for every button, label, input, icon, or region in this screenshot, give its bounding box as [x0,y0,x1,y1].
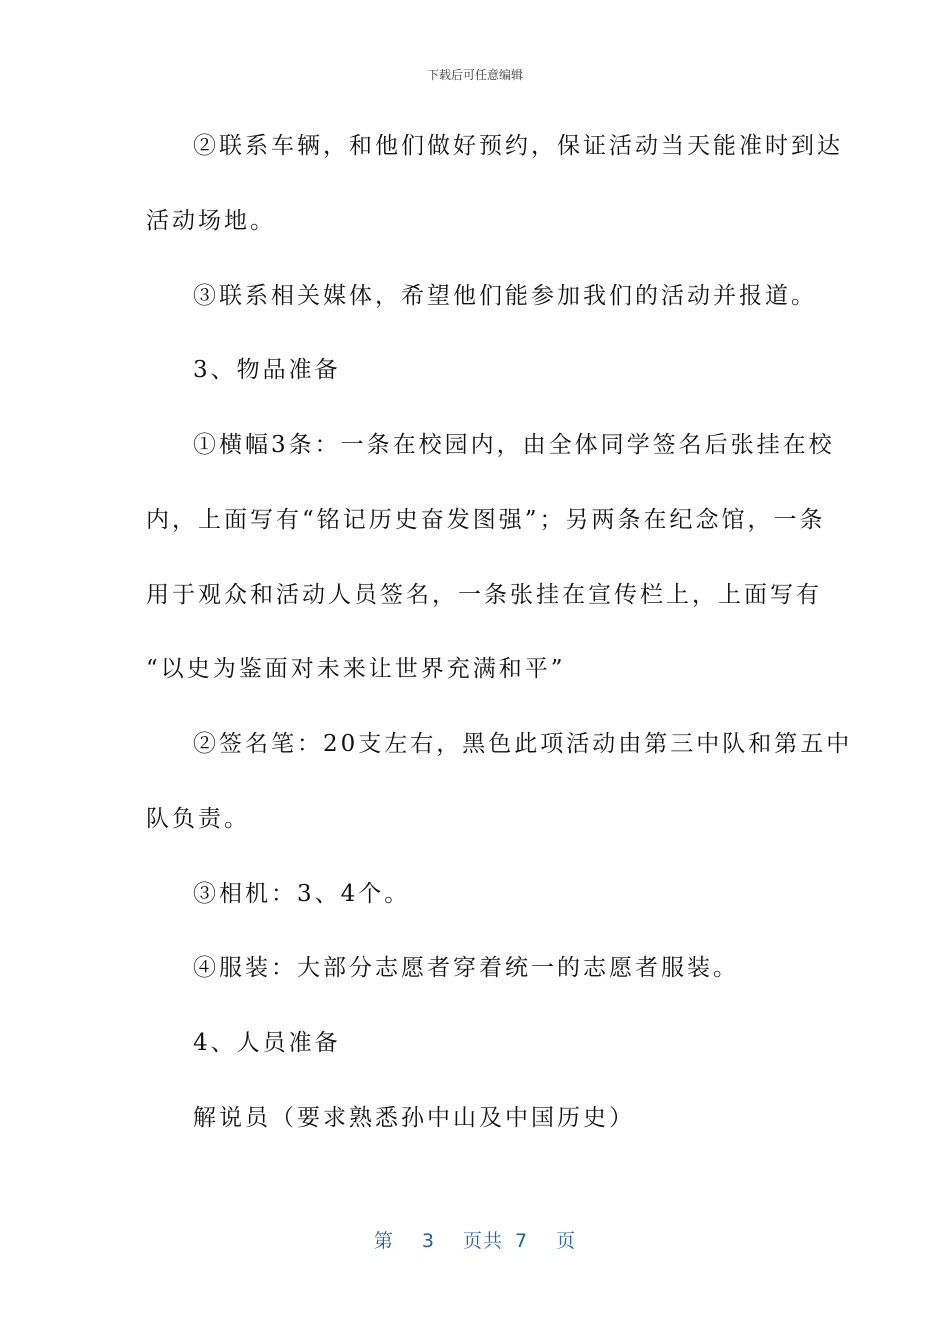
paragraph-line: ②签名笔：20支左右，黑色此项活动由第三中队和第五中 [193,731,853,757]
footer-total-pages: 7 [515,1230,529,1252]
paragraph-line: ③联系相关媒体，希望他们能参加我们的活动并报道。 [193,283,817,309]
page-header-note: 下载后可任意编辑 [426,68,523,82]
paragraph-line: ④服装：大部分志愿者穿着统一的志愿者服装。 [193,955,739,981]
paragraph-line: “以史为鉴面对未来让世界充满和平” [146,656,566,682]
paragraph-line: 队负责。 [146,806,250,832]
page-footer [0,1226,950,1253]
paragraph-line: 解说员（要求熟悉孙中山及中国历史） [193,1105,635,1131]
footer-page-number: 3 [421,1230,435,1252]
paragraph-line: 用于观众和活动人员签名，一条张挂在宣传栏上，上面写有 [146,582,822,608]
section-heading: 4、人员准备 [193,1030,341,1056]
footer-middle: 页共 [462,1230,503,1252]
paragraph-line: ②联系车辆，和他们做好预约，保证活动当天能准时到达 [193,133,843,159]
footer-prefix: 第 [373,1230,394,1252]
paragraph-line: ①横幅3条：一条在校园内，由全体同学签名后张挂在校 [193,432,835,458]
paragraph-line: 内，上面写有“铭记历史奋发图强”；另两条在纪念馆，一条 [146,507,826,533]
paragraph-line: ③相机：3、4个。 [193,881,411,907]
footer-suffix: 页 [556,1230,577,1252]
section-heading: 3、物品准备 [193,357,341,383]
paragraph-line: 活动场地。 [146,208,276,234]
